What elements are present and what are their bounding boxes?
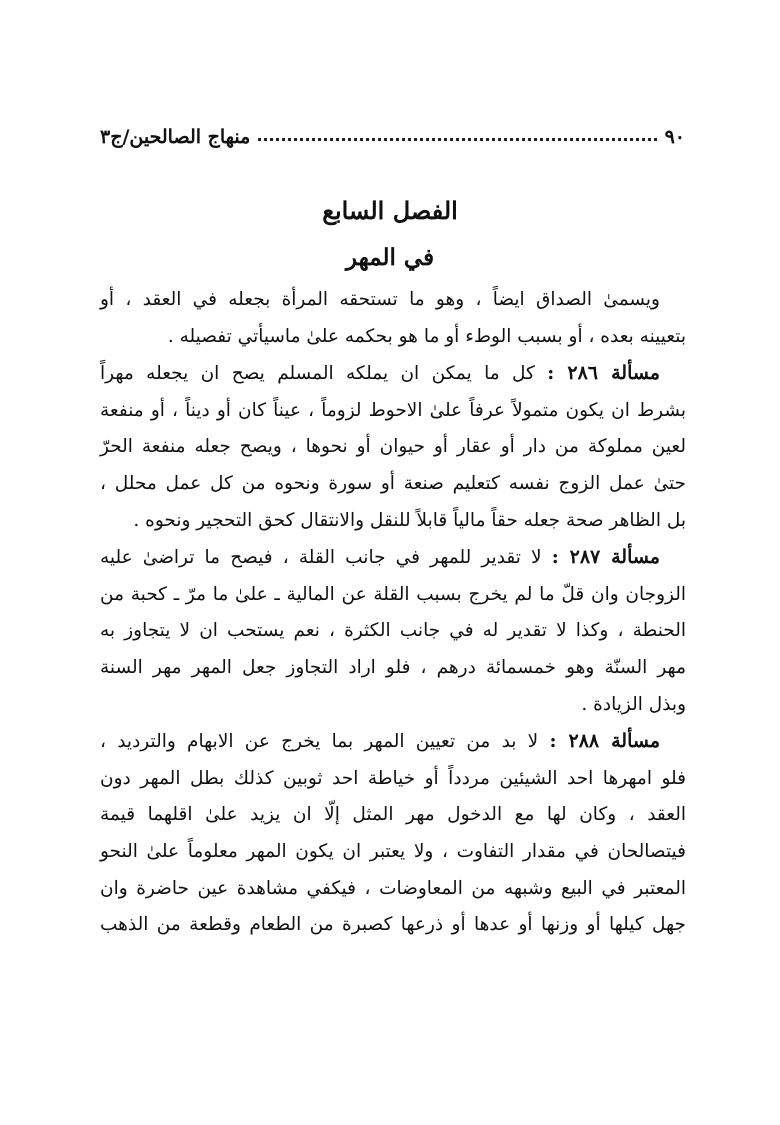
issue-288-text: لا بد من تعيين المهر بما يخرج عن الابهام والترديد ، bbox=[100, 731, 539, 753]
text-line: حتىٰ عمل الزوج نفسه كتعليم صنعة أو سورة ونحوه من كل عمل محلل ، bbox=[100, 472, 686, 494]
header-dotted-leader bbox=[258, 138, 656, 141]
text-line: فيتصالحان في مقدار التفاوت ، ولا يعتبر ان يكون المهر معلوماً علىٰ النحو bbox=[100, 840, 686, 862]
text-line: جهل كيلها أو وزنها أو عدها أو ذرعها كصبرة من الطعام وقطعة من الذهب bbox=[100, 914, 686, 936]
text-line: ويسمىٰ الصداق ايضاً ، وهو ما تستحقه المرأة بجعله في العقد ، أو bbox=[100, 289, 660, 310]
chapter-title: الفصل السابع bbox=[322, 196, 458, 225]
text-line: مهر السنّة وهو خمسمائة درهم ، فلو اراد التجاوز جعل المهر مهر السنة bbox=[100, 656, 686, 678]
text-line: الزوجان وان قلّ ما لم يخرج بسبب القلة عن المالية ـ علىٰ ما مرّ ـ كحبة من bbox=[100, 583, 686, 605]
chapter-subtitle: في المهر bbox=[345, 244, 435, 271]
text-line: بل الظاهر صحة جعله حقاً مالياً قابلاً للنقل والانتقال كحق التحجير ونحوه . bbox=[133, 509, 686, 531]
text-line: فلو امهرها احد الشيئين مردداً أو خياطة احد ثوبين كذلك بطل المهر دون bbox=[100, 767, 686, 789]
issue-287-label: مسألة ٢٨٧ : bbox=[551, 546, 660, 569]
page-number: ٩٠ bbox=[664, 126, 685, 148]
text-line: بتعيينه بعده ، أو بسبب الوطء أو ما هو بحكمه علىٰ ماسيأتي تفصيله . bbox=[167, 325, 686, 347]
issue-287-text: لا تقدير للمهر في جانب القلة ، فيصح ما تراضىٰ عليه bbox=[100, 547, 542, 569]
text-line: العقد ، وكان لها مع الدخول مهر المثل إلّا ان يزيد علىٰ اقلهما قيمة bbox=[100, 804, 686, 826]
running-header bbox=[100, 112, 685, 148]
text-line: المعتبر في البيع وشبهه من المعاوضات ، فيكفي مشاهدة عين حاضرة وان bbox=[100, 877, 686, 899]
running-header-title: منهاج الصالحين/ج٣ bbox=[100, 126, 251, 148]
issue-287-line bbox=[100, 539, 686, 577]
text-line: لعين مملوكة من دار أو عقار أو حيوان أو نحوها ، ويصح جعله منفعة الحرّ bbox=[100, 436, 686, 458]
text-line: بشرط ان يكون متمولاً عرفاً علىٰ الاحوط لزوماً ، عيناً كان أو ديناً ، أو منفعة bbox=[100, 399, 686, 421]
issue-286-line bbox=[100, 355, 686, 393]
issue-288-line bbox=[100, 723, 686, 761]
issue-286-label: مسألة ٢٨٦ : bbox=[547, 362, 660, 385]
body-text bbox=[100, 282, 686, 944]
issue-288-label: مسألة ٢٨٨ : bbox=[549, 730, 660, 753]
text-line: الحنطة ، وكذا لا تقدير له في جانب الكثرة ، نعم يستحب ان لا يتجاوز به bbox=[100, 620, 686, 642]
issue-286-text: كل ما يمكن ان يملكه المسلم يصح ان يجعله مهراً bbox=[100, 363, 535, 385]
text-line: وبذل الزيادة . bbox=[581, 693, 686, 715]
